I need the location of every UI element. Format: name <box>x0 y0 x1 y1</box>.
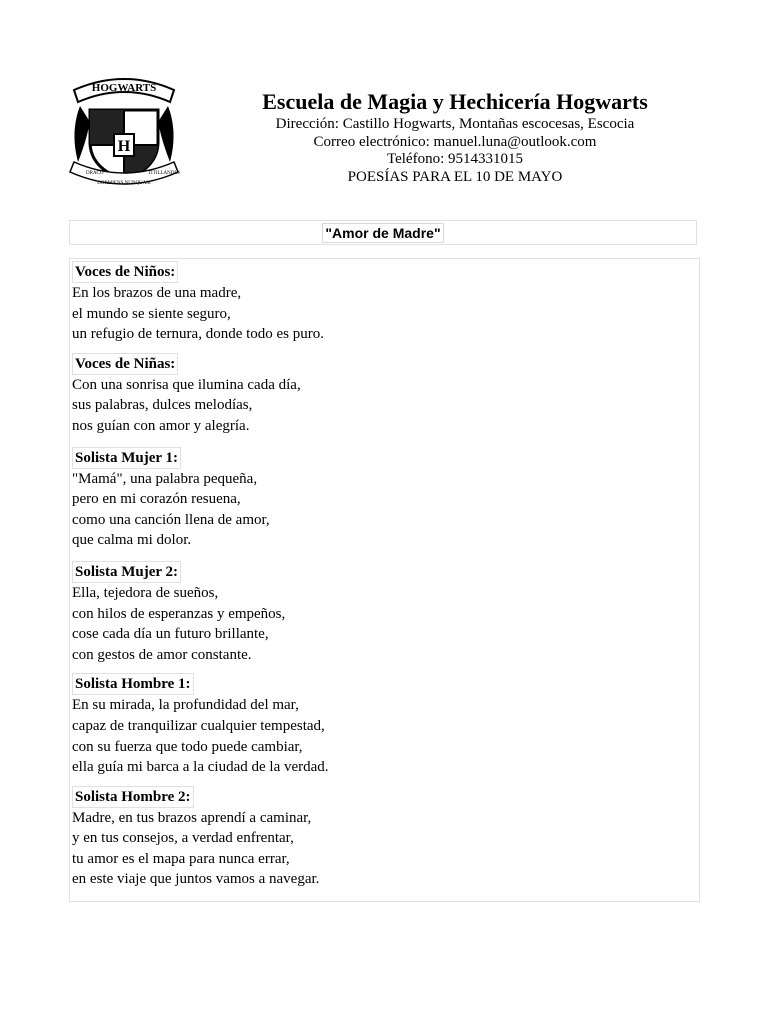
poem-title: "Amor de Madre" <box>322 223 443 243</box>
phone-line: Teléfono: 9514331015 <box>386 151 523 167</box>
email-line: Correo electrónico: manuel.luna@outlook.com <box>313 133 597 150</box>
verse-line: que calma mi dolor. <box>72 532 192 549</box>
document-header <box>220 88 690 186</box>
verse-line: capaz de tranquilizar cualquier tempestad, <box>72 717 325 734</box>
verse-line: el mundo se siente seguro, <box>72 305 231 322</box>
verse-line: Madre, en tus brazos aprendí a caminar, <box>72 809 312 826</box>
section-speaker-label: Solista Mujer 1: <box>72 447 181 469</box>
document-subtitle: POESÍAS PARA EL 10 DE MAYO <box>347 168 563 185</box>
verse-line: con gestos de amor constante. <box>72 646 252 663</box>
verse-line: En su mirada, la profundidad del mar, <box>72 697 299 714</box>
logo-motto-right: TITILLANDUS <box>148 171 180 176</box>
poem-section <box>72 447 699 551</box>
verse-line: sus palabras, dulces melodías, <box>72 397 253 414</box>
verse-line: En los brazos de una madre, <box>72 285 242 301</box>
address-line: Dirección: Castillo Hogwarts, Montañas escocesas, Escocia <box>275 116 635 132</box>
verse-line: tu amor es el mapa para nunca errar, <box>72 850 290 867</box>
section-speaker-label: Voces de Niñas: <box>72 353 178 375</box>
verse-line: Con una sonrisa que ilumina cada día, <box>72 376 301 393</box>
section-speaker-label: Solista Hombre 1: <box>72 673 194 695</box>
section-speaker-label: Solista Mujer 2: <box>72 561 181 583</box>
logo-banner-text: HOGWARTS <box>91 82 157 94</box>
logo-motto-center: DORMIENS NUNQUAM <box>97 181 151 186</box>
section-speaker-label: Voces de Niños: <box>72 261 178 283</box>
poem-section <box>72 353 699 437</box>
logo-crest-letter: H <box>117 138 131 155</box>
school-name: Escuela de Magia y Hechicería Hogwarts <box>262 89 648 114</box>
verse-line: con su fuerza que todo puede cambiar, <box>72 738 303 755</box>
verse-line: ella guía mi barca a la ciudad de la verdad. <box>72 759 329 776</box>
verse-line: y en tus consejos, a verdad enfrentar, <box>72 830 294 847</box>
verse-line: cose cada día un futuro brillante, <box>72 626 269 643</box>
section-speaker-label: Solista Hombre 2: <box>72 786 194 808</box>
poem-section <box>72 786 699 890</box>
verse-line: como una canción llena de amor, <box>72 511 270 528</box>
verse-line: nos guían con amor y alegría. <box>72 417 250 434</box>
verse-line: "Mamá", una palabra pequeña, <box>72 470 258 487</box>
verse-line: un refugio de ternura, donde todo es puro. <box>72 326 325 343</box>
poem-title-box <box>69 220 697 245</box>
poem-body <box>69 258 700 902</box>
verse-line: Ella, tejedora de sueños, <box>72 584 219 601</box>
verse-line: en este viaje que juntos vamos a navegar. <box>72 871 320 888</box>
poem-section <box>72 561 699 665</box>
hogwarts-crest-logo <box>68 72 180 196</box>
poem-section <box>72 261 699 345</box>
verse-line: pero en mi corazón resuena, <box>72 491 241 508</box>
poem-section <box>72 673 699 777</box>
logo-motto-left: DRACO <box>86 171 104 176</box>
verse-line: con hilos de esperanzas y empeños, <box>72 605 286 622</box>
